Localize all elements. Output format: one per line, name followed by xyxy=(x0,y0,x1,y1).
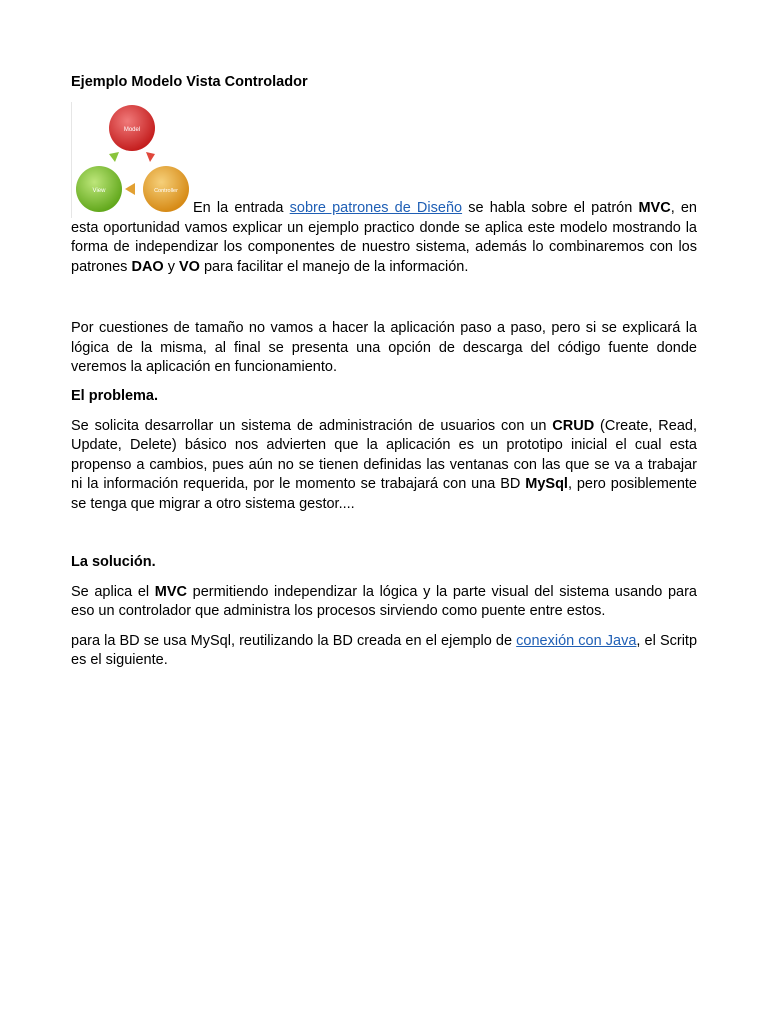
solution-mvc-bold: MVC xyxy=(154,583,188,600)
problem-heading: El problema. xyxy=(71,388,159,404)
bd-paragraph: para la BD se usa MySql, reutilizando la BD creada en el ejemplo de conexión con Java, el Scritp es el siguiente. xyxy=(71,632,698,668)
intro-paragraph: En la entrada sobre patrones de Diseño se habla sobre el patrón MVC, en esta oportunidad vamos explicar un ejemplo practico donde se aplica este modelo mostrando la forma de independizar los componentes de nuestro sistema, además lo combinaremos con los patrones DAO y VO para facilitar el manejo de la información. xyxy=(71,200,697,275)
problem-paragraph: Se solicita desarrollar un sistema de administración de usuarios con un CRUD (Create, Read, Update, Delete) básico nos advierten que la aplicación es un prototipo inicial el cual esta propenso a cambios, pues aún no se tienen definidas las ventanas con las que se va a trabajar ni la información requerida, por le momento se trabajará con una BD MySql, pero posiblemente se tenga que migrar a otro sistema gestor.... xyxy=(71,417,697,512)
mvc-diagram xyxy=(71,102,191,218)
solution-heading: La solución. xyxy=(71,554,156,570)
crud-bold: CRUD xyxy=(552,417,595,434)
solution-paragraph: Se aplica el MVC permitiendo independizar la lógica y la parte visual del sistema usando para eso un controlador que administra los procesos sirviendo como puente entre estos. xyxy=(71,583,697,619)
diagram-edge xyxy=(71,102,72,218)
size-paragraph-block xyxy=(71,319,697,378)
mvc-diagram-svg xyxy=(71,102,191,218)
size-paragraph: Por cuestiones de tamaño no vamos a hacer la aplicación paso a paso, pero si se explicará la lógica de la misma, al final se presenta una opción de descarga del código fuente donde veremos la aplicación en funcionamiento. xyxy=(71,320,697,375)
problem-section xyxy=(71,387,697,514)
controller-label: Controller xyxy=(154,188,178,194)
view-label: View xyxy=(92,188,106,194)
dao-bold: DAO xyxy=(131,258,164,275)
solution-section xyxy=(71,553,697,671)
vo-bold: VO xyxy=(179,258,200,275)
arrow-controller-view-icon xyxy=(125,183,135,195)
mvc-bold: MVC xyxy=(638,200,671,216)
link-conexion-java[interactable]: conexión con Java xyxy=(516,632,637,649)
mysql-bold: MySql xyxy=(525,476,568,492)
arrow-model-view-icon xyxy=(109,152,119,162)
document-title: Ejemplo Modelo Vista Controlador xyxy=(71,74,308,90)
arrow-controller-model-icon xyxy=(146,152,155,162)
model-label: Model xyxy=(123,127,141,133)
intro-section xyxy=(71,102,697,277)
link-patrones-diseno[interactable]: sobre patrones de Diseño xyxy=(289,200,463,216)
